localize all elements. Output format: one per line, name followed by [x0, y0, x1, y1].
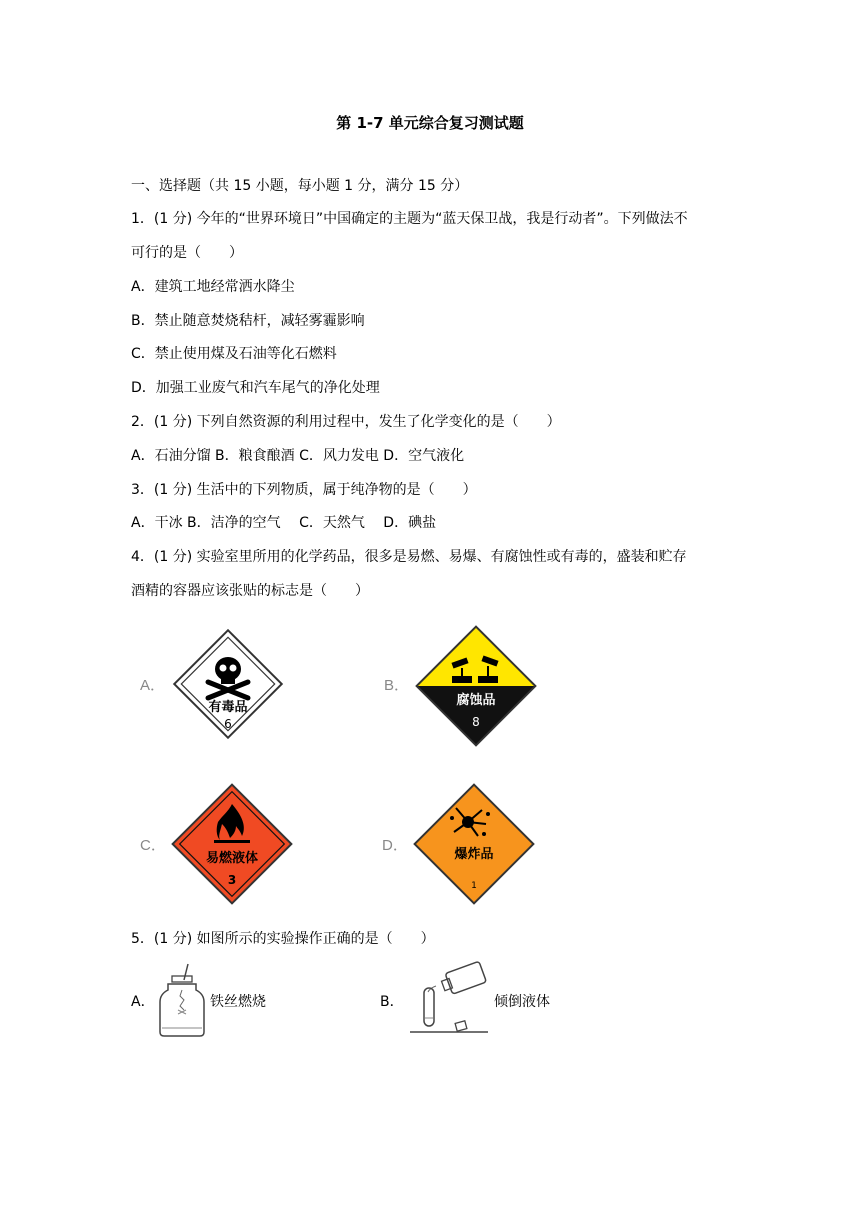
q3-stem: 3．(1 分) 生活中的下列物质，属于纯净物的是（ ）: [131, 482, 477, 498]
toxic-hazard-sign: [168, 624, 288, 744]
q2-options: A．石油分馏 B．粮食酿酒 C．风力发电 D．空气液化: [131, 448, 465, 464]
sign-c-letter: C．: [140, 837, 166, 854]
q1-stem-line-2: 可行的是（ ）: [131, 245, 243, 261]
q5-option-b-letter: B．: [380, 994, 404, 1010]
sign-d-number: 1: [471, 881, 477, 891]
q2-stem: 2．(1 分) 下列自然资源的利用过程中，发生了化学变化的是（ ）: [131, 414, 561, 430]
q5-option-b-label: 倾倒液体: [494, 994, 550, 1010]
q3-options: A．干冰 B．洁净的空气 C．天然气 D．碘盐: [131, 515, 437, 531]
q4-stem-line-2: 酒精的容器应该张贴的标志是（ ）: [131, 583, 369, 599]
sign-c-number: 3: [227, 873, 237, 887]
q1-option-b: B．禁止随意焚烧秸杆，减轻雾霾影响: [131, 313, 365, 329]
sign-b-number: 8: [472, 715, 480, 729]
q5-option-a-letter: A．: [131, 994, 155, 1010]
sign-a-number: 6: [224, 717, 232, 731]
flammable-liquid-sign: [166, 778, 298, 910]
pouring-liquid-diagram: [408, 958, 494, 1036]
sign-c-label: 易燃液体: [205, 851, 259, 866]
q4-stem-line-1: 4．(1 分) 实验室里所用的化学药品，很多是易燃、易爆、有腐蚀性或有毒的，盛装和贮存: [131, 549, 687, 565]
sign-b-label: 腐蚀品: [456, 693, 496, 708]
page-title: 第 1-7 单元综合复习测试题: [336, 114, 524, 132]
sign-a-letter: A．: [140, 677, 166, 694]
iron-wire-burning-diagram: [154, 962, 210, 1038]
corrosive-hazard-sign: [410, 620, 542, 752]
q1-option-a: A．建筑工地经常洒水降尘: [131, 279, 295, 295]
q5-option-a-label: 铁丝燃烧: [210, 994, 266, 1010]
sign-d-letter: D．: [382, 837, 408, 854]
sign-d-label: 爆炸品: [454, 847, 494, 862]
section-heading: 一、选择题（共 15 小题，每小题 1 分，满分 15 分）: [131, 178, 469, 194]
q1-option-d: D．加强工业废气和汽车尾气的净化处理: [131, 380, 380, 396]
q5-stem: 5．(1 分) 如图所示的实验操作正确的是（ ）: [131, 931, 435, 947]
sign-b-letter: B．: [384, 677, 410, 694]
q1-stem-line-1: 1．(1 分) 今年的“世界环境日”中国确定的主题为“蓝天保卫战，我是行动者”。下列做法不: [131, 211, 688, 227]
sign-a-label: 有毒品: [208, 700, 248, 715]
explosive-hazard-sign: [408, 778, 540, 910]
q1-option-c: C．禁止使用煤及石油等化石燃料: [131, 346, 337, 362]
